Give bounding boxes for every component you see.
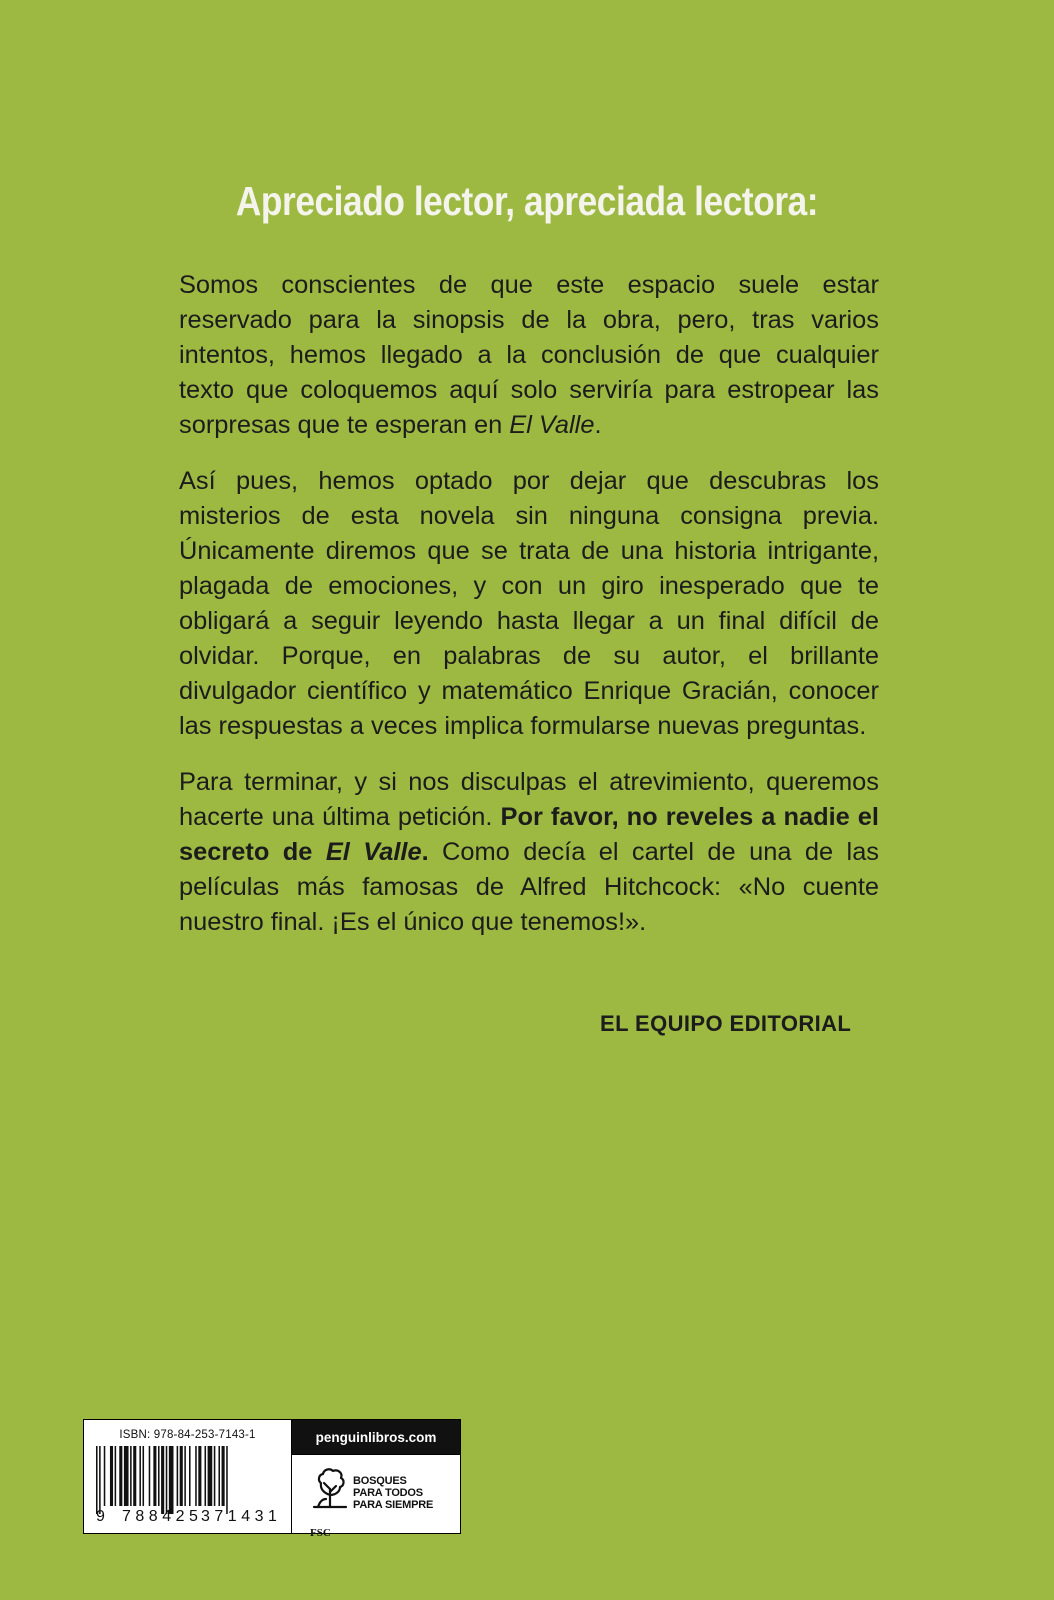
page-heading: Apreciado lector, apreciada lectora: xyxy=(235,178,819,224)
barcode-bar xyxy=(96,1446,98,1514)
barcode-bar xyxy=(143,1446,145,1506)
barcode-bar xyxy=(195,1446,197,1506)
barcode-bar xyxy=(169,1446,174,1514)
barcode-bar xyxy=(161,1446,164,1514)
book-title: El Valle xyxy=(509,411,595,439)
signature: EL EQUIPO EDITORIAL xyxy=(600,1011,852,1036)
paragraph-1: Somos conscientes de que este espacio suele estar reservado para la sinopsis de la obra, pero, tras varios intentos, hemos llegado a la conclusión de que cualquier texto que coloquemos aquí solo serviría para estropear las sorpresas que te esperan en El Valle. xyxy=(179,271,879,439)
paragraph-3: Para terminar, y si nos disculpas el atrevimiento, queremos hacerte una última petición. Por favor, no reveles a nadie el secreto de El Valle. Como decía el cartel de una de las películas más famosas de Alfred Hitchcock: «No cuente nuestro final. ¡Es el único que tenemos!». xyxy=(179,768,880,936)
barcode-bar xyxy=(149,1446,151,1506)
barcode-bar xyxy=(222,1446,225,1506)
fsc-tree-icon xyxy=(310,1465,350,1523)
barcode-bar xyxy=(130,1446,132,1506)
barcode-bar xyxy=(99,1446,101,1514)
fsc-mark: FSC xyxy=(310,1527,331,1539)
barcode-area xyxy=(84,1420,292,1533)
barcode-bar xyxy=(208,1446,213,1506)
fsc-slogan: BOSQUES PARA TODOS PARA SIEMPRE xyxy=(353,1475,434,1511)
isbn-digits-left: 788425 xyxy=(122,1508,203,1525)
isbn-digits-right: 371431 xyxy=(201,1508,282,1525)
barcode-bar xyxy=(177,1446,179,1506)
barcode-bar xyxy=(139,1446,141,1506)
barcode-bar xyxy=(110,1446,113,1506)
paragraph-2: Así pues, hemos optado por dejar que descubras los misterios de esta novela sin ninguna consigna previa. Únicamente diremos que se trata de una historia intrigante, plagada de emociones, y con un giro inesperado que te obligará a seguir leyendo hasta llegar a un final difícil de olvidar. Porque, en palabras de su autor, el brillante divulgador científico y matemático Enrique Gracián, conocer las respuestas a veces implica formularse nuevas preguntas. xyxy=(179,467,879,740)
bold-request: Por favor, no reveles a nadie el secreto de El Valle. xyxy=(179,803,879,866)
barcode-bar xyxy=(104,1446,106,1506)
barcode-bar xyxy=(214,1446,216,1506)
book-title: El Valle xyxy=(325,838,422,866)
barcode-bar xyxy=(166,1446,168,1514)
fsc-area xyxy=(292,1455,460,1539)
barcode-bar xyxy=(218,1446,220,1506)
barcode-bar xyxy=(180,1446,183,1506)
barcode-bar xyxy=(133,1446,136,1506)
barcode-icon xyxy=(96,1446,280,1514)
barcode-bar xyxy=(119,1446,122,1506)
isbn-box xyxy=(83,1419,461,1539)
barcode-bar xyxy=(198,1446,201,1506)
publisher-website: penguinlibros.com xyxy=(292,1420,460,1455)
barcode-bar xyxy=(124,1446,129,1506)
barcode-bar xyxy=(153,1446,156,1506)
barcode-bar xyxy=(226,1446,228,1514)
barcode-bar xyxy=(189,1446,191,1506)
isbn-digit-first: 9 xyxy=(96,1508,105,1525)
barcode-bar xyxy=(184,1446,186,1506)
body-text xyxy=(179,268,879,961)
isbn-label: ISBN: 978-84-253-7143-1 xyxy=(119,1429,256,1441)
publisher-area xyxy=(292,1420,460,1539)
barcode-bar xyxy=(158,1446,160,1506)
barcode-bar xyxy=(205,1446,207,1506)
barcode-bar xyxy=(115,1446,117,1506)
